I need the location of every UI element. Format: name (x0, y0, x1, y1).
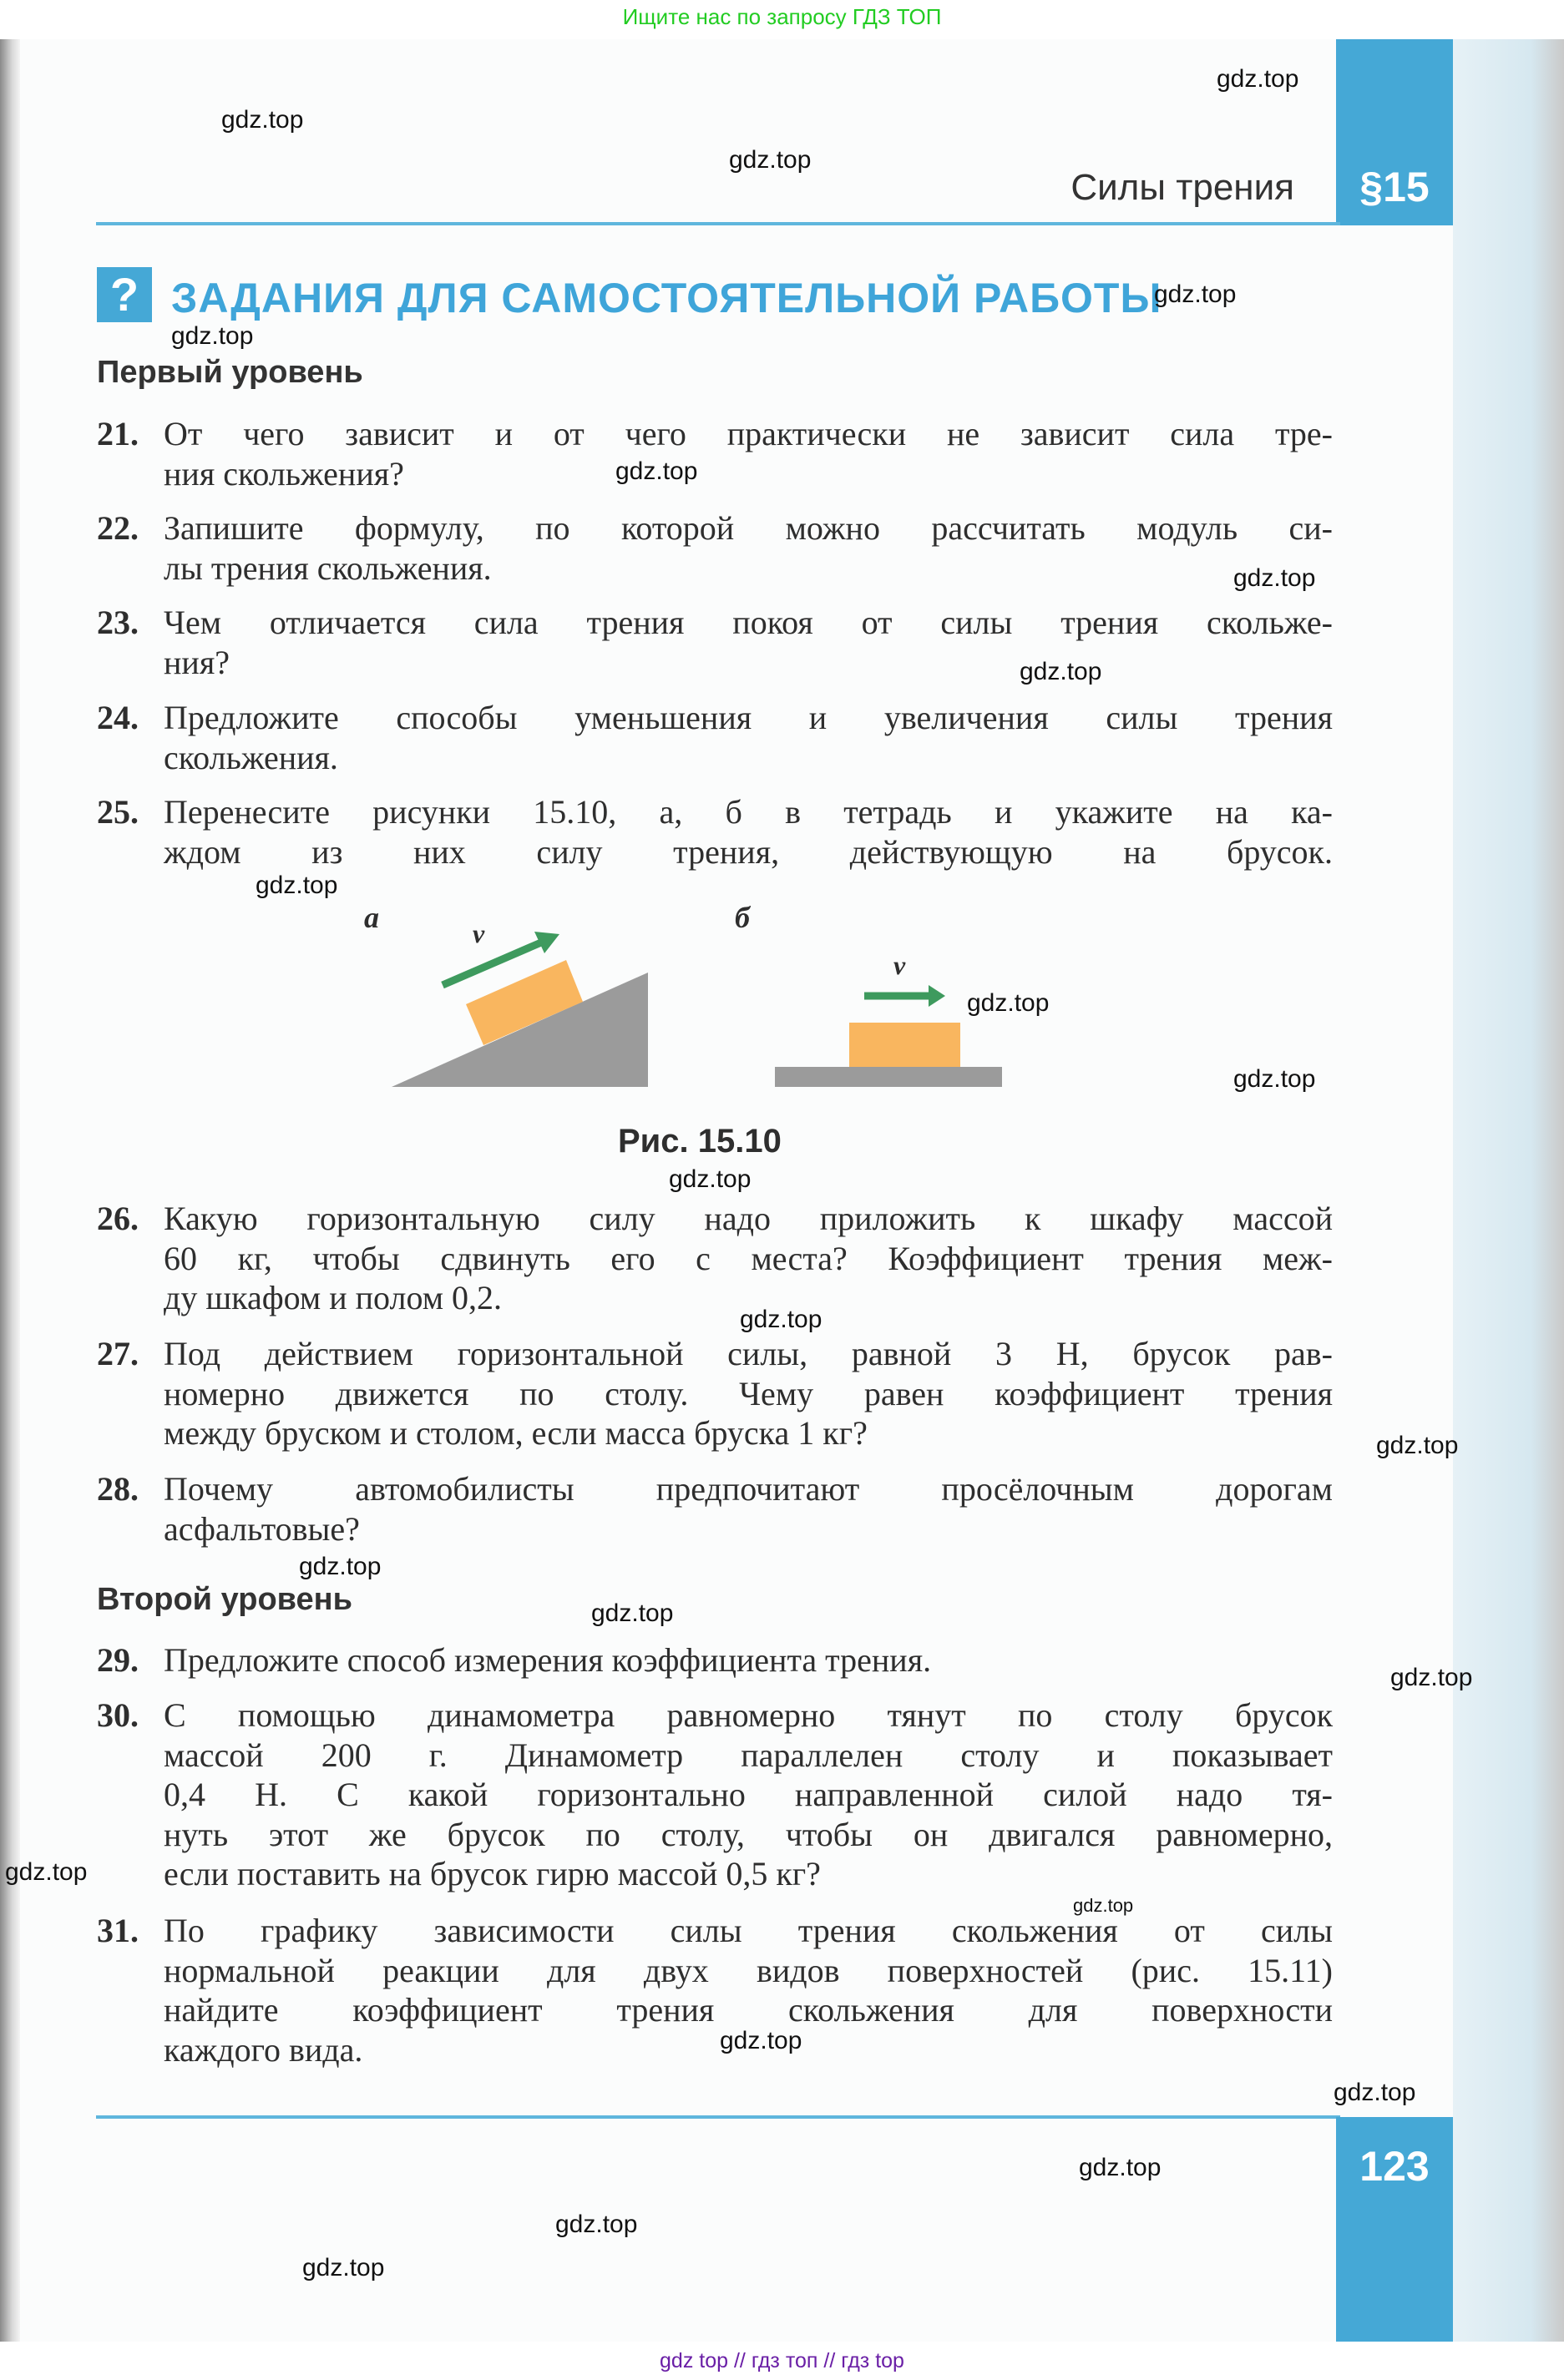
task-number: 28. (97, 1470, 139, 1508)
task-line: ния скольжения? (164, 454, 404, 493)
task-line: между бруском и столом, если масса бруска 1 кг? (164, 1414, 868, 1453)
task-line: Перенесите рисунки 15.10, а, б в тетрадь и укажите на ка- (164, 793, 1333, 831)
task-number: 30. (97, 1696, 139, 1734)
task-line: С помощью динамометра равномерно тянут по столу брусок (164, 1696, 1333, 1734)
velocity-label-b: v⃗ (893, 950, 927, 980)
watermark: gdz.top (1233, 1065, 1316, 1093)
watermark: gdz.top (1217, 65, 1299, 93)
task-line: ду шкафом и полом 0,2. (164, 1279, 502, 1317)
task-28 (97, 1469, 1333, 1549)
watermark: gdz.top (5, 1858, 88, 1886)
level-second-heading: Второй уровень (97, 1582, 352, 1617)
watermark: gdz.top (729, 146, 812, 174)
task-line: Предложите способ измерения коэффициента трения. (164, 1641, 932, 1679)
task-line: скольжения. (164, 738, 338, 776)
task-line: нуть этот же брусок по столу, чтобы он двигался равномерно, (164, 1815, 1333, 1853)
task-line: нормальной реакции для двух видов поверхностей (рис. 15.11) (164, 1951, 1333, 1989)
task-number: 25. (97, 793, 139, 831)
watermark: gdz.top (1233, 564, 1316, 592)
velocity-label-a: v⃗ (473, 918, 506, 948)
watermark: gdz.top (299, 1553, 382, 1580)
level-first-heading: Первый уровень (97, 355, 363, 390)
figure-label-b: б (735, 901, 750, 934)
task-line: По графику зависимости силы трения скольжения от силы (164, 1912, 1333, 1949)
task-30 (97, 1695, 1333, 1894)
task-26 (97, 1199, 1333, 1318)
task-29 (97, 1640, 1333, 1680)
watermark: gdz.top (615, 457, 698, 485)
watermark: gdz.top (720, 2027, 802, 2054)
velocity-arrow-b (864, 985, 945, 1007)
task-line: лы трения скольжения. (164, 548, 492, 587)
task-line: Запишите формулу, по которой можно рассчитать модуль си- (164, 509, 1333, 547)
task-line: номерно движется по столу. Чему равен коэффициент трения (164, 1374, 1333, 1412)
page-number: 123 (1359, 2143, 1430, 2190)
task-line: ния? (164, 643, 230, 681)
task-27 (97, 1334, 1333, 1453)
question-icon: ? (97, 267, 152, 322)
figure-caption: Рис. 15.10 (618, 1123, 782, 1160)
task-line: найдите коэффициент трения скольжения для поверхности (164, 1991, 1333, 2029)
page-number-tab (1336, 2117, 1453, 2342)
task-line: если поставить на брусок гирю массой 0,5 кг? (164, 1855, 821, 1893)
watermark: gdz.top (221, 106, 304, 134)
task-line: 60 кг, чтобы сдвинуть его с места? Коэффициент трения меж- (164, 1239, 1333, 1277)
section-title: Силы трения (1071, 167, 1294, 208)
task-line: Под действием горизонтальной силы, равной 3 Н, брусок рав- (164, 1335, 1333, 1372)
section-heading: ЗАДАНИЯ ДЛЯ САМОСТОЯТЕЛЬНОЙ РАБОТЫ (171, 275, 1162, 321)
top-banner-text: Ищите нас по запросу ГДЗ ТОП (622, 4, 942, 29)
task-line: массой 200 г. Динамометр параллелен столу и показывает (164, 1736, 1333, 1774)
bottom-banner-text[interactable]: gdz top // гдз топ // гдз top (660, 2349, 904, 2372)
watermark: gdz.top (1334, 2079, 1416, 2106)
task-line: Почему автомобилисты предпочитают просёлочным дорогам (164, 1470, 1333, 1508)
task-number: 21. (97, 415, 139, 452)
task-line: каждого вида. (164, 2030, 363, 2069)
task-line: Чем отличается сила трения покоя от силы трения скольже- (164, 604, 1333, 641)
task-number: 26. (97, 1200, 139, 1237)
task-number: 24. (97, 699, 139, 736)
watermark: gdz.top (302, 2254, 385, 2281)
watermark: gdz.top (171, 322, 254, 350)
task-line: асфальтовые? (164, 1509, 360, 1548)
watermark: gdz.top (555, 2211, 638, 2238)
watermark: gdz.top (669, 1165, 752, 1193)
block-b (849, 1023, 960, 1067)
watermark: gdz.top (1020, 658, 1102, 685)
task-number: 23. (97, 604, 139, 641)
watermark: gdz.top (1079, 2154, 1162, 2181)
task-line: От чего зависит и от чего практически не зависит сила тре- (164, 415, 1333, 452)
task-line: Предложите способы уменьшения и увеличения силы трения (164, 699, 1333, 736)
bottom-banner (0, 2342, 1564, 2379)
watermark: gdz.top (740, 1306, 822, 1333)
watermark: gdz.top (591, 1599, 674, 1627)
footer-divider (96, 2115, 1340, 2119)
watermark: gdz.top (967, 989, 1050, 1017)
watermark: gdz.top (1376, 1432, 1459, 1459)
task-number: 31. (97, 1912, 139, 1949)
watermark: gdz.top (1390, 1664, 1473, 1691)
task-number: 22. (97, 509, 139, 547)
task-31 (97, 1911, 1333, 2069)
task-line: Какую горизонтальную силу надо приложить к шкафу массой (164, 1200, 1333, 1237)
watermark: gdz.top (1154, 280, 1237, 308)
watermark: gdz.top (1073, 1895, 1134, 1916)
watermark: gdz.top (256, 872, 338, 899)
section-number: §15 (1359, 164, 1430, 210)
horizontal-surface (775, 1067, 1002, 1087)
task-number: 29. (97, 1641, 139, 1679)
figure-label-a: а (364, 901, 379, 934)
task-number: 27. (97, 1335, 139, 1372)
task-line: 0,4 Н. С какой горизонтально направленной силой надо тя- (164, 1776, 1333, 1814)
task-line: ждом из них силу трения, действующую на брусок. (164, 832, 1333, 871)
